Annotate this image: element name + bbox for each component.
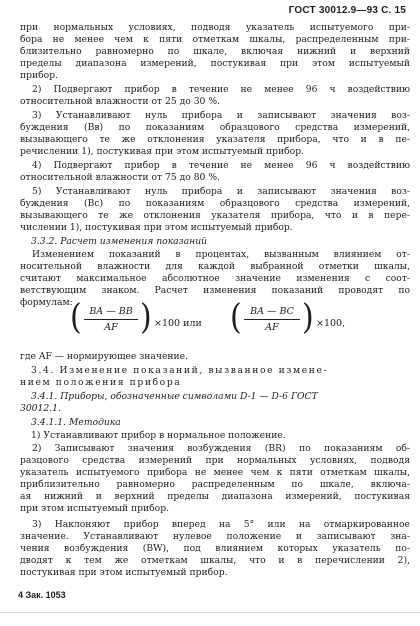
text-line: буждения (Bв) по показаниям образцового средства измерений, xyxy=(20,122,410,133)
text-line: дводят к тем же отметкам шкалы, что и в перечислении 2), xyxy=(20,555,410,566)
text-line: где AF — нормирующее значение. xyxy=(20,351,189,362)
page-header: ГОСТ 30012.9—93 С. 15 xyxy=(288,5,406,16)
text-line: 2) Записывают значения возбуждения (BR) по показаниям об- xyxy=(32,443,410,454)
page-edge xyxy=(0,612,420,613)
formula-denominator-2: AF xyxy=(265,322,279,333)
text-line: относительной влажности от 25 до 30 %. xyxy=(20,96,220,107)
text-line: Изменением показаний в процентах, вызванным влиянием от- xyxy=(32,249,410,260)
text-line: носительной влажности для каждой выбранной отметки шкалы, xyxy=(20,261,410,272)
text-line: речислении 1), постукивая при этом испытуемый прибор. xyxy=(20,146,305,157)
text-line: считают максимальное абсолютное значение изменения с соот- xyxy=(20,273,410,284)
text-line: вызывающего те же отклонения указателя прибора, что и в пере- xyxy=(20,210,410,221)
subsection-heading: 3.4.1.1. Методика xyxy=(31,417,121,428)
text-line: указатель испытуемого прибора не менее чем к пяти отметкам шкалы, xyxy=(20,467,410,478)
text-line: формулам: xyxy=(20,297,73,308)
subsection-heading: 3.4.1. Приборы, обозначенные символами D-1 — D-6 ГОСТ xyxy=(31,391,318,402)
text-line: 4) Подвергают прибор в течение не менее 96 ч воздействию xyxy=(32,160,410,171)
formula-denominator-1: AF xyxy=(104,322,118,333)
formula-tail: ×100, xyxy=(316,318,346,329)
text-line: постукивая при этом испытуемый прибор. xyxy=(20,567,228,578)
text-line: числении 1), постукивая при этом испытуемый прибор. xyxy=(20,222,293,233)
subsection-heading: 3.3.2. Расчет изменения показаний xyxy=(31,236,208,247)
text-line: относительной влажности от 75 до 80 %. xyxy=(20,172,220,183)
text-line: 3) Устанавливают нуль прибора и записывают значения воз- xyxy=(32,110,410,121)
text-line: вызывающего те же отклонения указателя прибора, что и в пе- xyxy=(20,134,410,145)
text-line: 3) Наклоняют прибор вперед на 5° или на отмаркированное xyxy=(32,519,410,530)
text-line: ветствующим знаком. Расчет изменения показаний проводят по xyxy=(20,285,410,296)
formula-numerator-1: BA — BB xyxy=(84,306,138,320)
section-heading: нием положения прибора xyxy=(20,377,182,388)
text-line: значение. Устанавливают нулевое положение и записывают зна- xyxy=(20,531,410,542)
text-line: буждения (Bс) по показаниям образцового средства измерений, xyxy=(20,198,410,209)
text-line: чения возбуждения (BW), под влиянием которых указатель по- xyxy=(20,543,410,554)
text-line: 1) Устанавливают прибор в нормальное положение. xyxy=(31,430,286,441)
section-heading: 3.4. Изменение показаний, вызванное измене- xyxy=(31,365,329,376)
page-footer: 4 Зак. 1053 xyxy=(18,590,66,600)
formula-multiplier: ×100 или xyxy=(154,318,202,329)
text-line: приблизительно равномерно распределенным по шкале, включа- xyxy=(20,479,410,490)
formula-numerator-2: BA — BC xyxy=(244,306,300,320)
text-line: разцового средства измерений при нормальных условиях, подводя xyxy=(20,455,410,466)
text-line: ая нижний и верхний пределы диапазона измерений, постукивая xyxy=(20,491,410,502)
text-line: при нормальных условиях, подводя указатель испытуемого при- xyxy=(20,22,410,33)
text-line: близительно равномерно по шкале, включая нижний и верхний xyxy=(20,46,410,57)
subsection-heading: 30012.1. xyxy=(20,403,61,414)
text-line: прибор. xyxy=(20,70,58,81)
text-line: 5) Устанавливают нуль прибора и записывают значения воз- xyxy=(32,186,410,197)
text-line: пределы диапазона измерений, постукивая при этом испытуемый xyxy=(20,58,410,69)
formula: ( $\frac{BA — BB}{AF}$ ) ×100 или ( $\frac{BA — BC}{AF}$ ) ×100, xyxy=(70,297,346,338)
text-line: 2) Подвергают прибор в течение не менее 96 ч воздействию xyxy=(32,84,410,95)
text-line: при этом испытуемый прибор. xyxy=(20,503,170,514)
text-line: бора не менее чем к пяти отметкам шкалы, распределенным при- xyxy=(20,34,410,45)
